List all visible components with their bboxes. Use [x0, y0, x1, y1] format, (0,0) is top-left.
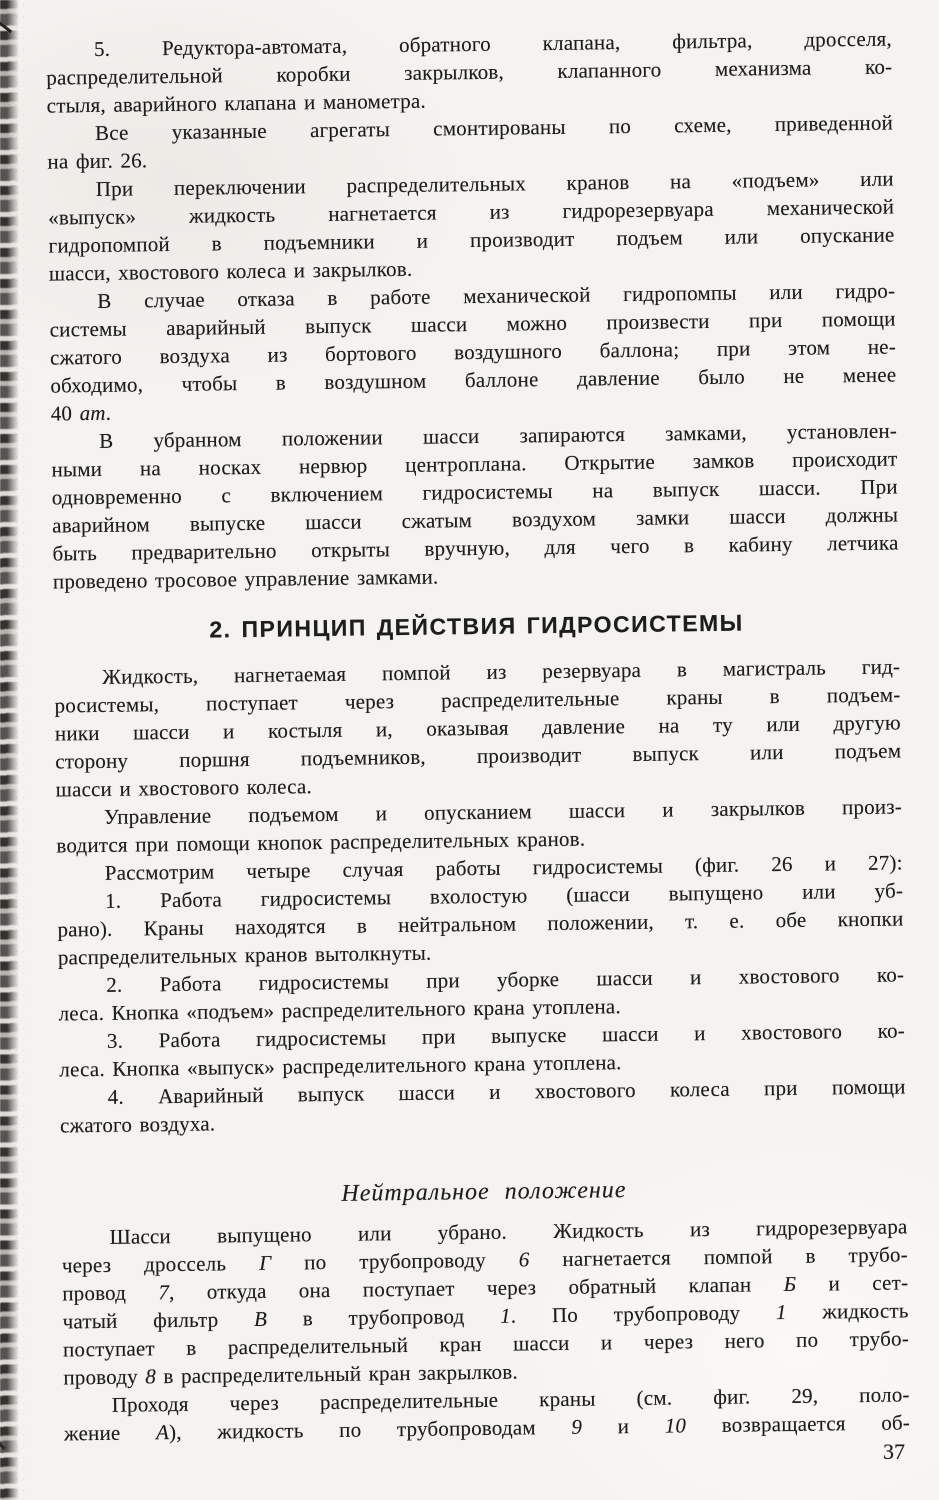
- text-run: леса. Кнопка «выпуск» распределительного крана утоплена.: [59, 1050, 622, 1082]
- text-run: .: [105, 400, 112, 425]
- text-run: 2. Работа гидросистемы при уборке шасси и хвостового ко-: [106, 962, 905, 997]
- text-run: в трубопровод: [266, 1303, 501, 1331]
- text-run: леса. Кнопка «подъем» распределительного крана утоплена.: [58, 994, 621, 1026]
- text-run: распределительной коробки закрылков, клапанного механизма ко-: [46, 54, 893, 90]
- text-run: росистемы, поступает через распределительные краны в подъем-: [54, 682, 901, 718]
- text-run: 1: [775, 1300, 787, 1325]
- text-run: возвращается об-: [685, 1410, 911, 1438]
- text-run: В: [253, 1306, 268, 1331]
- text-run: по трубопроводу: [271, 1247, 519, 1275]
- paragraph: [46, 25, 893, 120]
- page-text: [46, 25, 910, 1448]
- text-run: 1: [499, 1303, 511, 1328]
- text-run: ники шасси и костыля и, оказывая давление на ту или другую: [54, 710, 902, 746]
- text-run: Проходя через распределительные краны (см. фиг. 29, поло-: [111, 1382, 910, 1417]
- text-run: сторону поршня подъемников, производит выпуск или подъем: [55, 738, 902, 774]
- text-run: 4. Аварийный выпуск шасси и хвостового колеса при помощи: [107, 1074, 906, 1109]
- text-run: . По трубопроводу: [510, 1300, 777, 1328]
- text-run: 7: [158, 1280, 170, 1305]
- paragraph: [49, 277, 897, 428]
- text-run: ), жидкость по трубопроводам: [168, 1414, 572, 1445]
- subsection-heading: Нейтральное положение: [341, 1177, 627, 1207]
- text-run: Рассмотрим четыре случая работы гидросистемы (фиг. 26 и 27):: [104, 850, 903, 885]
- text-run: провод: [62, 1280, 159, 1306]
- text-run: Все указанные агрегаты смонтированы по схеме, приведенной: [94, 110, 894, 145]
- text-run: чатый фильтр: [62, 1306, 255, 1334]
- text-run: распределительных кранов вытолкнуты.: [57, 940, 432, 970]
- text-run: 10: [664, 1413, 687, 1438]
- text-run: ными на носках нервюр центроплана. Открытие замков происходит: [51, 446, 898, 482]
- text-run: 9: [571, 1414, 583, 1439]
- text-run: В случае отказа в работе механической гидропомпы или гидро-: [97, 278, 896, 313]
- paragraph: [57, 876, 904, 971]
- text-run: 3. Работа гидросистемы при выпуске шасси и хвостового ко-: [106, 1018, 906, 1053]
- text-run: Жидкость, нагнетаемая помпой из резервуара в магистраль гид-: [102, 654, 901, 689]
- text-run: сжатого воздуха.: [59, 1111, 216, 1138]
- paragraph: [54, 652, 902, 803]
- text-run: шасси и хвостового колеса.: [55, 774, 313, 802]
- text-run: Г: [258, 1250, 272, 1275]
- paragraph: [64, 1380, 911, 1447]
- paragraph: [60, 1072, 907, 1139]
- text-run: В убранном положении шасси запираются замками, установлен-: [98, 418, 898, 453]
- text-run: «выпуск» жидкость нагнетается из гидрорезервуара механической: [48, 194, 895, 230]
- text-run: 40: [50, 401, 80, 426]
- text-run: в распределительный кран закрылков.: [155, 1359, 519, 1389]
- text-run: поступает в распределительный кран шасси и через него по трубо-: [62, 1326, 910, 1362]
- text-run: обходимо, чтобы в воздушном баллоне давление было не менее: [50, 362, 897, 398]
- text-run: , откуда она поступает через обратный клапан: [168, 1272, 784, 1305]
- page-number: 37: [883, 1439, 905, 1464]
- text-run: Б: [783, 1271, 797, 1297]
- text-run: 6: [518, 1247, 530, 1272]
- text-run: ат: [79, 400, 106, 426]
- text-run: нагнетается помпой в трубо-: [529, 1242, 908, 1272]
- text-run: Шасси выпущено или убрано. Жидкость из гидрорезервуара: [109, 1214, 908, 1249]
- scan-speckle-artifact: [6, 0, 40, 1500]
- text-run: жидкость: [786, 1298, 909, 1325]
- text-run: и: [581, 1413, 665, 1439]
- text-run: системы аварийный выпуск шасси можно произвести при помощи: [49, 306, 896, 342]
- text-run: рано). Краны находятся в нейтральном положении, т. е. обе кнопки: [57, 906, 904, 942]
- text-run: и сет-: [796, 1270, 909, 1296]
- paragraph: [61, 1212, 909, 1391]
- text-run: сжатого воздуха из бортового воздушного баллона; при этом не-: [49, 334, 897, 370]
- text-run: А: [155, 1420, 170, 1445]
- text-run: 1. Работа гидросистемы вхолостую (шасси выпущено или уб-: [104, 878, 904, 913]
- paragraph: [48, 165, 895, 288]
- text-run: 5. Редуктора-автомата, обратного клапана, фильтра, дросселя,: [93, 26, 893, 61]
- text-run: одновременно с включением гидросистемы на выпуск шасси. При: [51, 474, 898, 510]
- text-run: проводу: [63, 1364, 146, 1390]
- text-run: стыля, аварийного клапана и манометра.: [46, 88, 427, 118]
- text-run: шасси, хвостового колеса и закрылков.: [48, 256, 413, 286]
- text-run: проведено тросовое управление замками.: [52, 564, 439, 594]
- text-run: через дроссель: [61, 1250, 260, 1278]
- text-run: аварийном выпуске шасси сжатым воздухом замки шасси должны: [52, 502, 899, 538]
- text-run: гидропомпой в подъемники и производит подъем или опускание: [48, 222, 895, 258]
- text-run: жение: [63, 1420, 157, 1446]
- text-run: на фиг. 26.: [47, 148, 148, 174]
- text-run: При переключении распределительных кранов на «подъем» или: [95, 166, 894, 201]
- text-run: 8: [145, 1364, 157, 1389]
- text-run: быть предварительно открыты вручную, для чего в кабину летчика: [52, 530, 899, 566]
- section-heading: 2. ПРИНЦИП ДЕЙСТВИЯ ГИДРОСИСТЕМЫ: [209, 609, 744, 643]
- text-run: водится при помощи кнопок распределительных кранов.: [56, 826, 586, 858]
- paragraph: [51, 416, 899, 595]
- text-run: Управление подъемом и опусканием шасси и закрылков произ-: [103, 794, 903, 829]
